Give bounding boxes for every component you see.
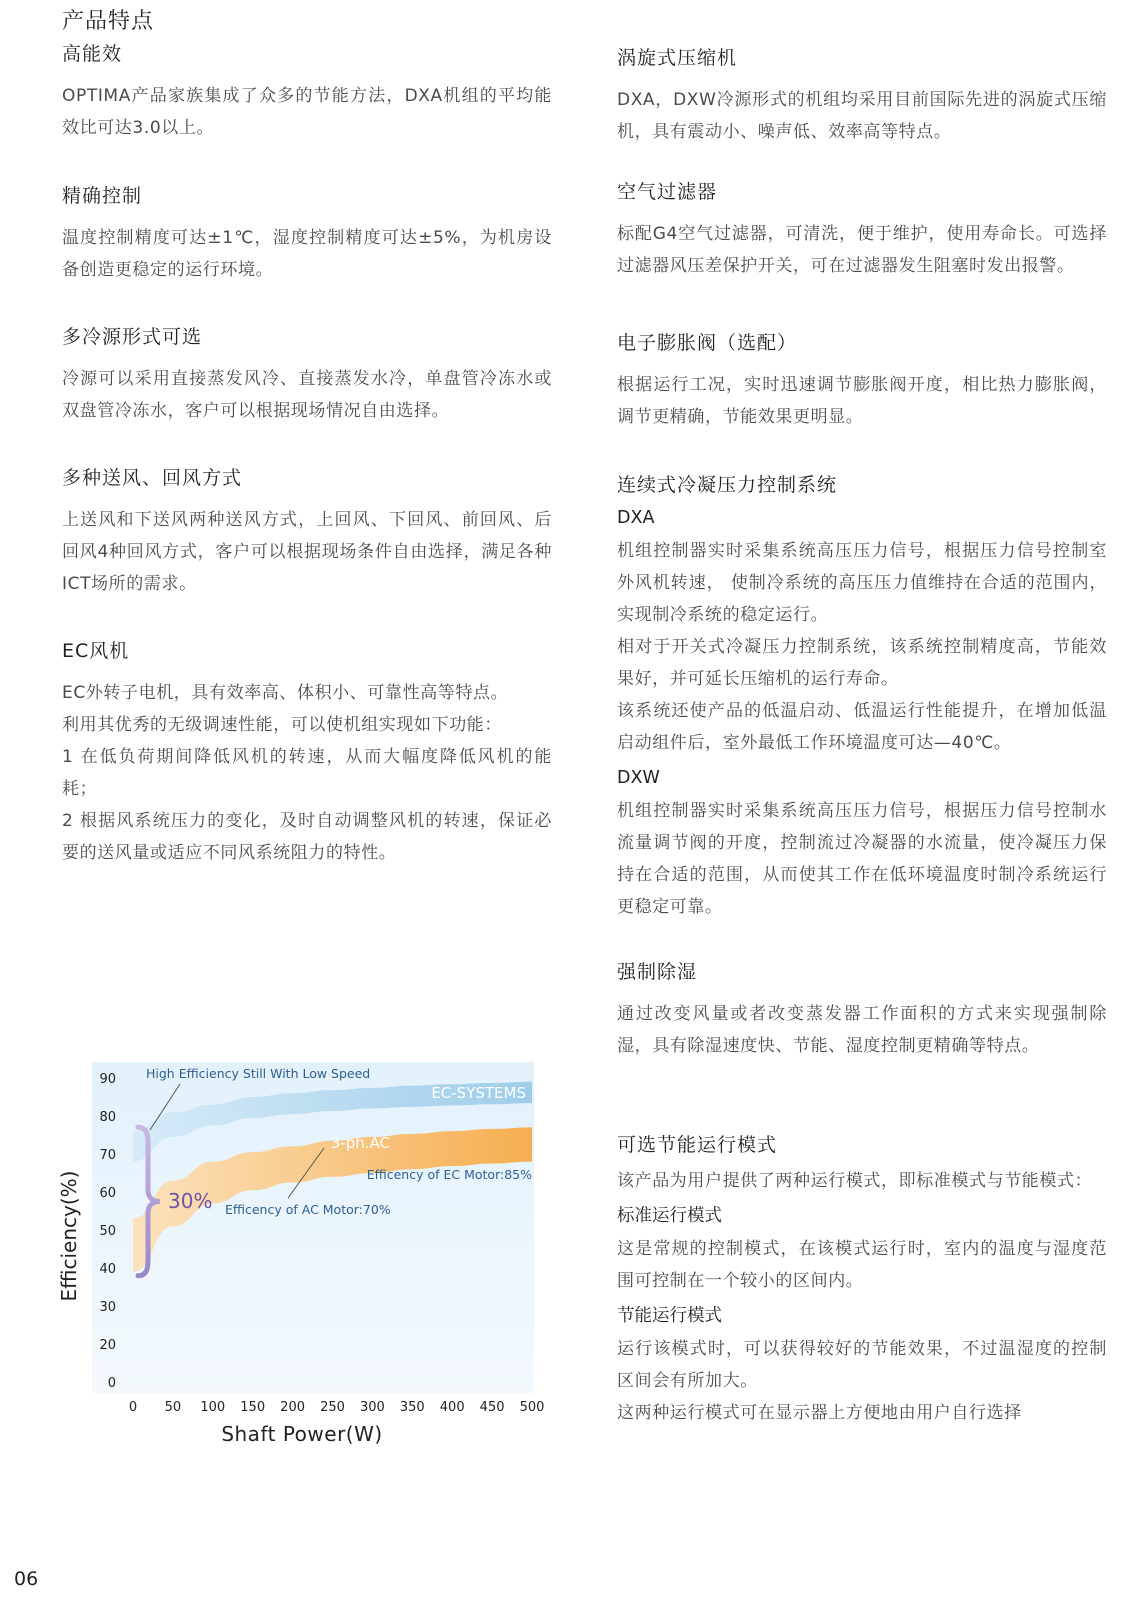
section-heading: 高能效 xyxy=(62,43,123,65)
annotation-ac-efficiency: Efficency of AC Motor:70% xyxy=(225,1202,391,1217)
y-tick-label: 60 xyxy=(99,1186,116,1201)
annotation-high-efficiency: High Efficiency Still With Low Speed xyxy=(146,1066,371,1081)
saving-mode-label: 节能运行模式 xyxy=(617,1306,722,1326)
section-air-filter xyxy=(617,180,1107,282)
annotation-ec-efficiency: Efficency of EC Motor:85% xyxy=(366,1167,532,1182)
section-heading: 涡旋式压缩机 xyxy=(617,47,738,69)
section-expansion-valve xyxy=(617,331,1107,433)
x-tick-label: 400 xyxy=(439,1400,465,1415)
y-tick-label: 90 xyxy=(99,1072,116,1087)
y-tick-label: 70 xyxy=(99,1148,116,1163)
y-tick-label: 80 xyxy=(99,1110,116,1125)
section-text: OPTIMA产品家族集成了众多的节能方法，DXA机组的平均能效比可达3.0以上。 xyxy=(62,86,552,138)
section-text: 根据运行工况，实时迅速调节膨胀阀开度，相比热力膨胀阀，调节更精确，节能效果更明显。 xyxy=(617,375,1107,427)
efficiency-chart-svg xyxy=(52,1058,562,1458)
y-tick-label: 50 xyxy=(99,1224,116,1239)
section-text: 这两种运行模式可在显示器上方便地由用户自行选择 xyxy=(617,1403,1022,1423)
x-tick-label: 150 xyxy=(240,1400,266,1415)
section-text: 冷源可以采用直接蒸发风冷、直接蒸发水冷，单盘管冷冻水或双盘管冷冻水，客户可以根据现场情况自由选择。 xyxy=(62,369,552,421)
section-heading: 电子膨胀阀（选配） xyxy=(617,332,798,354)
section-text: DXA，DXW冷源形式的机组均采用目前国际先进的涡旋式压缩机，具有震动小、噪声低、效率高等特点。 xyxy=(617,90,1107,142)
section-text: 该产品为用户提供了两种运行模式，即标准模式与节能模式： xyxy=(617,1171,1093,1191)
section-text: 上送风和下送风两种送风方式，上回风、下回风、前回风、后回风4种回风方式，客户可以根据现场条件自由选择，满足各种ICT场所的需求。 xyxy=(62,510,552,594)
section-energy-mode xyxy=(617,1133,1107,1429)
x-tick-label: 50 xyxy=(164,1400,182,1415)
section-text: 1 在低负荷期间降低风机的转速，从而大幅度降低风机的能耗； xyxy=(62,747,552,799)
section-heading: 多冷源形式可选 xyxy=(62,326,203,348)
section-text: 通过改变风量或者改变蒸发器工作面积的方式来实现强制除湿，具有除湿速度快、节能、湿度控制更精确等特点。 xyxy=(617,1004,1107,1056)
section-heading: 连续式冷凝压力控制系统 xyxy=(617,474,838,496)
y-axis-label: Efficiency(%) xyxy=(57,1170,81,1302)
section-text: 该系统还使产品的低温启动、低温运行性能提升，在增加低温启动组件后，室外最低工作环境温度可达—40℃。 xyxy=(617,701,1107,753)
section-text: 机组控制器实时采集系统高压压力信号，根据压力信号控制室外风机转速， 使制冷系统的高压压力值维持在合适的范围内，实现制冷系统的稳定运行。 xyxy=(617,541,1107,625)
y-tick-label: 40 xyxy=(99,1262,116,1277)
section-ec-fan xyxy=(62,639,552,869)
section-heading: 可选节能运行模式 xyxy=(617,1134,778,1156)
section-cooling-source xyxy=(62,325,552,427)
section-scroll-compressor xyxy=(617,46,1107,148)
section-dehumidify xyxy=(617,960,1107,1062)
section-heading: 多种送风、回风方式 xyxy=(62,467,243,489)
section-text: 2 根据风系统压力的变化，及时自动调整风机的转速，保证必要的送风量或适应不同风系统阻力的特性。 xyxy=(62,811,552,863)
section-condensing-control xyxy=(617,473,1107,923)
x-axis-label: Shaft Power(W) xyxy=(221,1422,383,1446)
x-tick-label: 350 xyxy=(399,1400,425,1415)
series-label-ec-systems: EC-SYSTEMS xyxy=(431,1084,526,1102)
section-text: EC外转子电机，具有效率高、体积小、可靠性高等特点。 xyxy=(62,683,509,703)
section-high-efficiency xyxy=(62,42,552,144)
section-text: 温度控制精度可达±1℃，湿度控制精度可达±5%，为机房设备创造更稳定的运行环境。 xyxy=(62,228,552,280)
dxa-label: DXA xyxy=(617,508,655,528)
section-text: 相对于开关式冷凝压力控制系统，该系统控制精度高，节能效果好，并可延长压缩机的运行寿命。 xyxy=(617,637,1107,689)
section-heading: EC风机 xyxy=(62,640,130,662)
page-number: 06 xyxy=(14,1568,39,1590)
y-tick-label: 0 xyxy=(107,1376,116,1391)
section-text: 利用其优秀的无级调速性能，可以使机组实现如下功能： xyxy=(62,715,502,735)
x-tick-label: 100 xyxy=(200,1400,226,1415)
standard-mode-label: 标准运行模式 xyxy=(617,1206,722,1226)
y-tick-label: 30 xyxy=(99,1300,116,1315)
section-heading: 强制除湿 xyxy=(617,961,698,983)
section-precise-control xyxy=(62,184,552,286)
section-text: 机组控制器实时采集系统高压压力信号，根据压力信号控制水流量调节阀的开度，控制流过冷凝器的水流量，使冷凝压力保持在合适的范围，从而使其工作在低环境温度时制冷系统运行更稳定可靠。 xyxy=(617,801,1107,917)
section-text: 标配G4空气过滤器，可清洗，便于维护，使用寿命长。可选择过滤器风压差保护开关，可在过滤器发生阻塞时发出报警。 xyxy=(617,224,1107,276)
section-airflow xyxy=(62,466,552,600)
section-text: 运行该模式时，可以获得较好的节能效果，不过温湿度的控制区间会有所加大。 xyxy=(617,1339,1107,1391)
x-tick-label: 0 xyxy=(128,1400,138,1415)
x-tick-label: 200 xyxy=(280,1400,306,1415)
x-tick-label: 450 xyxy=(479,1400,505,1415)
section-text: 这是常规的控制模式，在该模式运行时，室内的温度与湿度范围可控制在一个较小的区间内。 xyxy=(617,1239,1107,1291)
x-tick-label: 300 xyxy=(359,1400,385,1415)
efficiency-chart xyxy=(52,1058,562,1458)
dxw-label: DXW xyxy=(617,768,660,788)
y-tick-label: 20 xyxy=(99,1338,116,1353)
x-tick-label: 500 xyxy=(519,1400,545,1415)
x-tick-label: 250 xyxy=(320,1400,345,1415)
series-label-3ph-ac: 3-ph.AC xyxy=(330,1134,390,1152)
section-heading: 空气过滤器 xyxy=(617,181,718,203)
annotation-gap-percent: 30% xyxy=(168,1189,213,1213)
page-title: 产品特点 xyxy=(62,9,155,34)
section-heading: 精确控制 xyxy=(62,185,143,207)
